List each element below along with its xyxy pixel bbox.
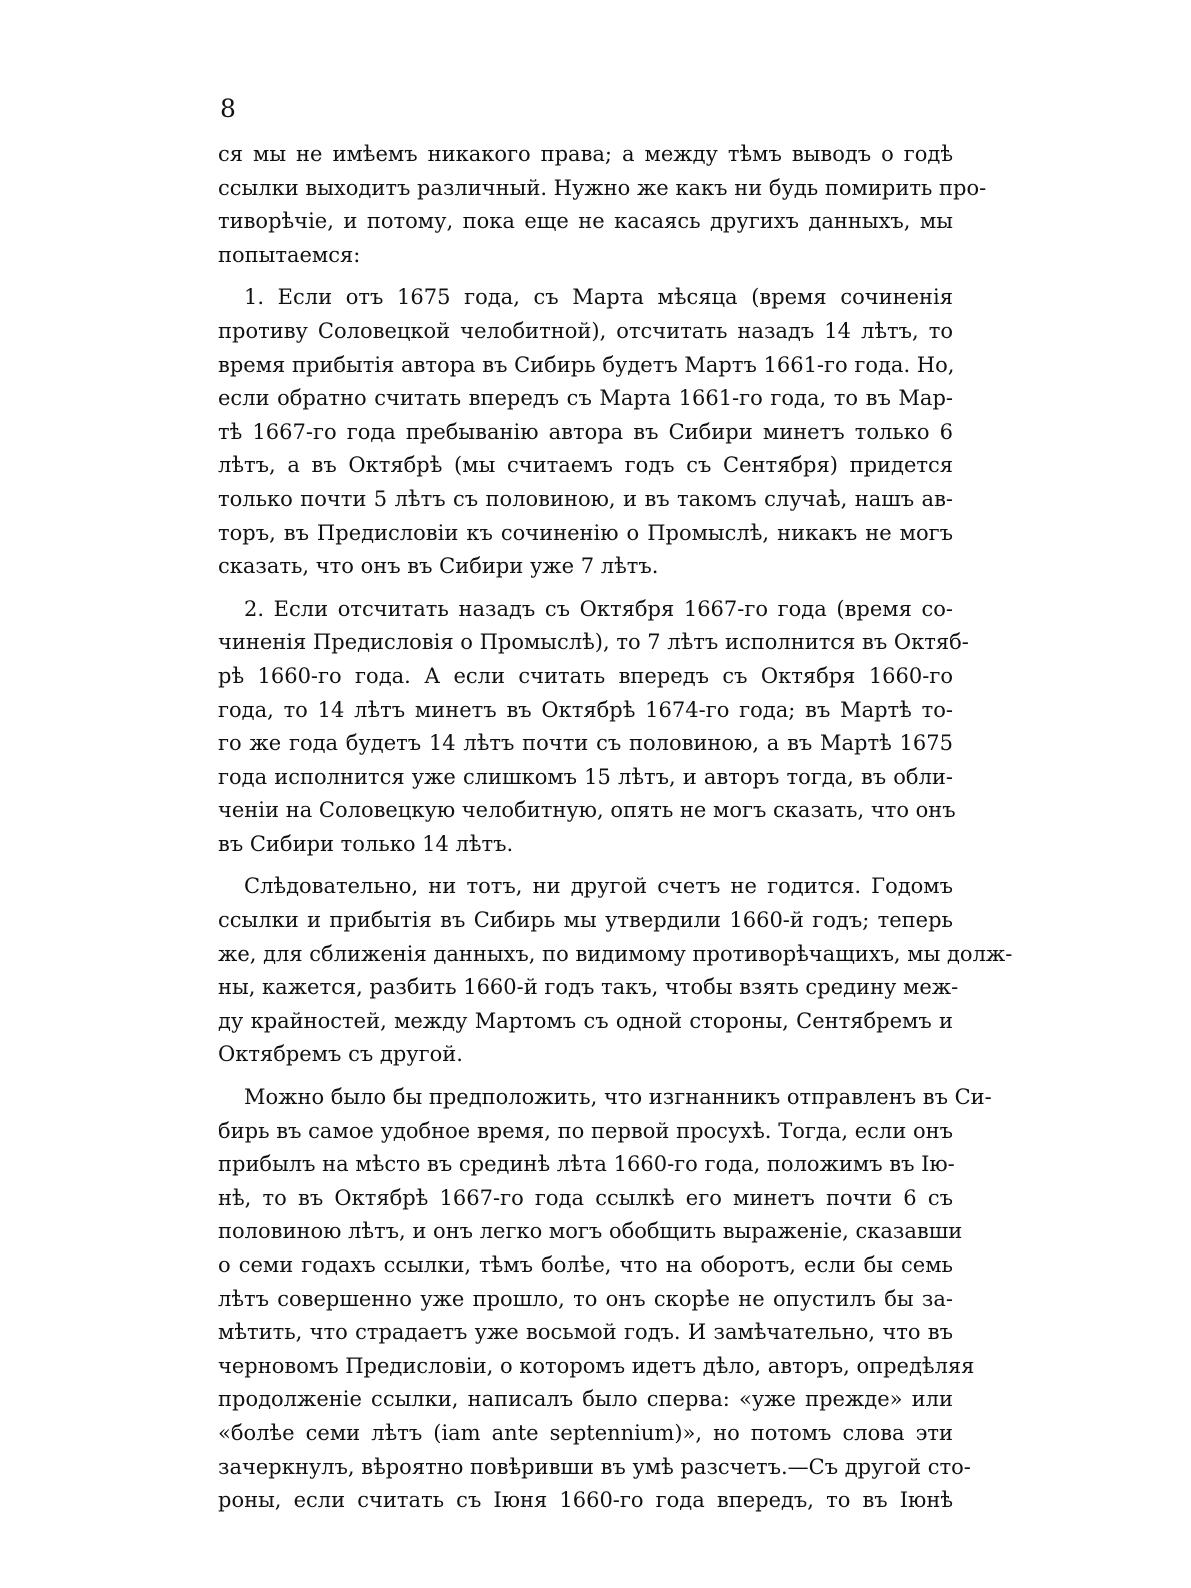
text-line: въ Сибири только 14 лѣтъ. (218, 831, 514, 856)
text-line: чиненія Предисловія о Промыслѣ), то 7 лѣтъ исполнится въ Октяб- (218, 630, 969, 655)
text-line: Октябремъ съ другой. (218, 1042, 463, 1067)
text-line: 2. Если отсчитать назадъ съ Октября 1667-го года (время со- (244, 596, 953, 621)
text-line: 1. Если отъ 1675 года, съ Марта мѣсяца (время сочиненія (244, 285, 953, 310)
text-line: зачеркнулъ, вѣроятно повѣривши въ умѣ разсчетъ.—Съ другой сто- (218, 1454, 971, 1479)
text-line: тѣ 1667-го года пребыванію автора въ Сибири минетъ только 6 (218, 419, 953, 444)
text-line: черновомъ Предисловіи, о которомъ идетъ дѣло, авторъ, опредѣляя (218, 1353, 975, 1378)
text-line: года, то 14 лѣтъ минетъ въ Октябрѣ 1674-го года; въ Мартѣ то- (218, 697, 953, 722)
paragraph-point-1 (218, 281, 953, 583)
text-line: торъ, въ Предисловіи къ сочиненію о Промыслѣ, никакъ не могъ (218, 520, 953, 545)
text-line: «болѣе семи лѣтъ (iam ante septennium)», но потомъ слова эти (218, 1420, 953, 1445)
text-line: рѣ 1660-го года. А если считать впередъ съ Октября 1660-го (218, 663, 953, 688)
text-line: роны, если считать съ Іюня 1660-го года впередъ, то въ Іюнѣ (218, 1488, 953, 1513)
text-line: же, для сближенія данныхъ, по видимому противорѣчащихъ, мы долж- (218, 941, 1013, 966)
text-line: ны, кажется, разбить 1660-й годъ такъ, чтобы взять средину меж- (218, 975, 959, 1000)
text-line: ся мы не имѣемъ никакого права; а между тѣмъ выводъ о годѣ (218, 142, 953, 166)
text-line: попытаемся: (218, 242, 361, 267)
text-line: половиною лѣтъ, и онъ легко могъ обобщить выраженіе, сказавши (218, 1219, 963, 1244)
text-line: года исполнится уже слишкомъ 15 лѣтъ, и авторъ тогда, въ обли- (218, 764, 953, 789)
paragraph-hypothesis (218, 1081, 992, 1518)
text-line: го же года будетъ 14 лѣтъ почти съ половиною, а въ Мартѣ 1675 (218, 731, 953, 756)
text-line: Можно было бы предположить, что изгнанникъ отправленъ въ Си- (244, 1085, 992, 1110)
text-line: если обратно считать впередъ съ Марта 1661-го года, то въ Мар- (218, 386, 953, 411)
paragraph-continuation (218, 138, 987, 272)
text-line: Слѣдовательно, ни тотъ, ни другой счетъ не годится. Годомъ (244, 874, 953, 899)
text-line: ссылки выходитъ различный. Нужно же какъ ни будь помирить про- (218, 175, 987, 200)
text-line: ссылки и прибытія въ Сибирь мы утвердили 1660-й годъ; теперь (218, 908, 953, 933)
page-number: 8 (220, 94, 236, 123)
paragraph-conclusion (218, 870, 1013, 1072)
text-line: тиворѣчіе, и потому, пока еще не касаясь другихъ данныхъ, мы (218, 209, 953, 234)
text-line: бирь въ самое удобное время, по первой просухѣ. Тогда, если онъ (218, 1118, 953, 1143)
text-line: мѣтить, что страдаетъ уже восьмой годъ. И замѣчательно, что въ (218, 1320, 953, 1345)
text-line: противу Соловецкой челобитной), отсчитать назадъ 14 лѣтъ, то (218, 318, 953, 343)
text-line: о семи годахъ ссылки, тѣмъ болѣе, что на оборотъ, если бы семь (218, 1253, 953, 1277)
text-line: только почти 5 лѣтъ съ половиною, и въ такомъ случаѣ, нашъ ав- (218, 486, 953, 511)
body-text (218, 138, 1013, 1527)
text-line: ченіи на Соловецкую челобитную, опять не могъ сказать, что онъ (218, 798, 956, 823)
text-line: время прибытія автора въ Сибирь будетъ Мартъ 1661-го года. Но, (218, 352, 955, 377)
text-line: продолженіе ссылки, написалъ было сперва: «уже прежде» или (218, 1387, 953, 1412)
text-line: ду крайностей, между Мартомъ съ одной стороны, Сентябремъ и (218, 1008, 953, 1033)
text-line: лѣтъ, а въ Октябрѣ (мы считаемъ годъ съ Сентября) придется (218, 453, 953, 478)
paragraph-point-2 (218, 593, 969, 862)
text-line: прибылъ на мѣсто въ срединѣ лѣта 1660-го года, положимъ въ Ію- (218, 1152, 955, 1177)
text-line: лѣтъ совершенно уже прошло, то онъ скорѣе не опустилъ бы за- (218, 1286, 953, 1311)
text-line: сказать, что онъ въ Сибири уже 7 лѣтъ. (218, 554, 659, 579)
text-line: нѣ, то въ Октябрѣ 1667-го года ссылкѣ его минетъ почти 6 съ (218, 1185, 953, 1210)
